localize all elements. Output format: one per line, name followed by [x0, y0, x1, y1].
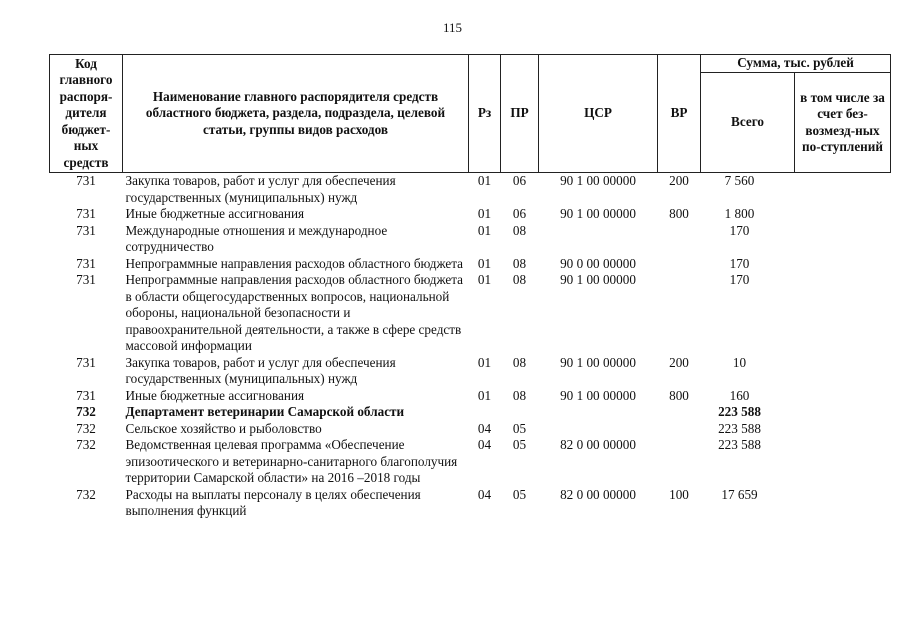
row-vr	[658, 421, 701, 438]
budget-table	[49, 54, 891, 520]
row-grants	[795, 256, 891, 273]
row-pr: 05	[512, 486, 527, 502]
row-name: Закупка товаров, работ и услуг для обеспечения государственных (муниципальных) нужд	[125, 354, 396, 386]
header-pr: ПР	[501, 55, 539, 173]
row-name: Иные бюджетные ассигнования	[125, 387, 305, 403]
page-number: 115	[442, 20, 463, 35]
table-row	[50, 421, 891, 438]
row-total: 10	[732, 354, 747, 370]
row-code: 731	[76, 272, 96, 287]
row-csr	[539, 404, 658, 421]
row-grants	[795, 272, 891, 355]
header-name: Наименование главного распорядителя средств областного бюджета, раздела, подраздела, целевой статьи, группы видов расходов	[123, 55, 469, 173]
row-csr: 82 0 00 00000	[560, 486, 636, 502]
row-name: Ведомственная целевая программа «Обеспечение эпизоотического и ветеринарно-санитарного благополучия территории Самарской области» на 2016 –2018 годы	[125, 437, 458, 485]
header-vr: ВР	[658, 55, 701, 173]
row-code: 732	[76, 420, 96, 436]
row-rz: 04	[477, 437, 492, 452]
row-grants	[795, 437, 891, 487]
row-vr: 200	[669, 173, 689, 188]
row-csr: 90 1 00 00000	[560, 272, 636, 287]
row-csr: 90 1 00 00000	[560, 387, 636, 403]
row-total: 1 800	[724, 206, 755, 221]
row-code: 731	[76, 354, 96, 370]
row-name: Расходы на выплаты персоналу в целях обеспечения выполнения функций	[125, 486, 421, 518]
table-row	[50, 256, 891, 273]
table-row	[50, 487, 891, 520]
row-name: Департамент ветеринарии Самарской области	[125, 404, 405, 419]
row-vr	[658, 404, 701, 421]
table-row	[50, 173, 891, 207]
table-row	[50, 223, 891, 256]
header-csr: ЦСР	[539, 55, 658, 173]
row-grants	[795, 173, 891, 207]
row-grants	[795, 487, 891, 520]
table-row	[50, 206, 891, 223]
table-row	[50, 272, 891, 355]
row-name: Сельское хозяйство и рыболовство	[125, 420, 322, 436]
row-csr: 90 1 00 00000	[560, 206, 636, 221]
row-vr	[658, 437, 701, 487]
header-code: Код главного распоря-дителя бюджет-ных средств	[50, 55, 123, 173]
row-code: 732	[76, 404, 96, 419]
row-code: 732	[76, 486, 96, 502]
row-vr: 200	[669, 354, 689, 370]
row-rz: 01	[477, 387, 492, 403]
row-rz	[469, 404, 501, 421]
row-name: Иные бюджетные ассигнования	[125, 206, 305, 221]
row-vr: 100	[669, 486, 689, 502]
row-code: 732	[76, 437, 96, 452]
header-rz: Рз	[469, 55, 501, 173]
row-total: 223 588	[718, 437, 761, 452]
row-grants	[795, 355, 891, 388]
row-pr: 06	[512, 173, 527, 188]
table-row	[50, 437, 891, 487]
row-name: Международные отношения и международное сотрудничество	[125, 222, 388, 254]
table-row	[50, 404, 891, 421]
row-grants	[795, 404, 891, 421]
row-name: Непрограммные направления расходов областного бюджета в области общегосударственных вопросов, национальной обороны, национальной безопасности и правоохранительной деятельности, а также в сфере средств массовой информации	[125, 272, 464, 353]
row-rz: 04	[477, 420, 492, 436]
row-code: 731	[76, 387, 96, 403]
row-rz: 01	[477, 222, 492, 238]
row-rz: 01	[477, 354, 492, 370]
row-vr	[658, 223, 701, 256]
row-grants	[795, 206, 891, 223]
row-total: 160	[729, 387, 750, 403]
row-name: Непрограммные направления расходов областного бюджета	[125, 255, 464, 271]
row-csr: 90 1 00 00000	[560, 354, 636, 370]
row-pr: 05	[512, 420, 527, 436]
row-code: 731	[76, 222, 96, 238]
row-pr	[501, 404, 539, 421]
row-pr: 08	[512, 387, 527, 403]
row-total: 223 588	[718, 404, 761, 419]
row-pr: 08	[512, 255, 527, 271]
row-code: 731	[76, 173, 96, 188]
row-grants	[795, 223, 891, 256]
row-csr: 82 0 00 00000	[560, 437, 636, 452]
row-total: 17 659	[721, 486, 758, 502]
header-grants: в том числе за счет без-возмезд-ных по-ступлений	[795, 73, 891, 173]
row-vr	[658, 256, 701, 273]
row-rz: 01	[477, 272, 492, 287]
row-code: 731	[76, 206, 96, 221]
row-grants	[795, 388, 891, 405]
row-pr: 06	[512, 206, 527, 221]
row-rz: 01	[477, 255, 492, 271]
row-vr: 800	[669, 206, 689, 221]
row-csr	[539, 421, 658, 438]
row-total: 223 588	[718, 420, 761, 436]
table-row	[50, 388, 891, 405]
row-vr: 800	[669, 387, 689, 403]
row-rz: 04	[477, 486, 492, 502]
header-sum-group: Сумма, тыс. рублей	[701, 55, 891, 73]
row-pr: 05	[512, 437, 527, 452]
header-total: Всего	[701, 73, 795, 173]
row-total: 170	[729, 222, 750, 238]
row-pr: 08	[512, 222, 527, 238]
table-body	[50, 173, 891, 520]
row-total: 7 560	[724, 173, 755, 188]
row-vr	[658, 272, 701, 355]
row-csr: 90 1 00 00000	[560, 173, 636, 188]
row-csr	[539, 223, 658, 256]
row-pr: 08	[512, 354, 527, 370]
row-code: 731	[76, 255, 96, 271]
row-grants	[795, 421, 891, 438]
row-rz: 01	[477, 206, 492, 221]
row-pr: 08	[512, 272, 527, 287]
table-row	[50, 355, 891, 388]
row-total: 170	[729, 255, 750, 271]
row-csr: 90 0 00 00000	[560, 255, 636, 271]
row-rz: 01	[477, 173, 492, 188]
row-name: Закупка товаров, работ и услуг для обеспечения государственных (муниципальных) нужд	[125, 173, 396, 205]
row-total: 170	[729, 272, 750, 287]
